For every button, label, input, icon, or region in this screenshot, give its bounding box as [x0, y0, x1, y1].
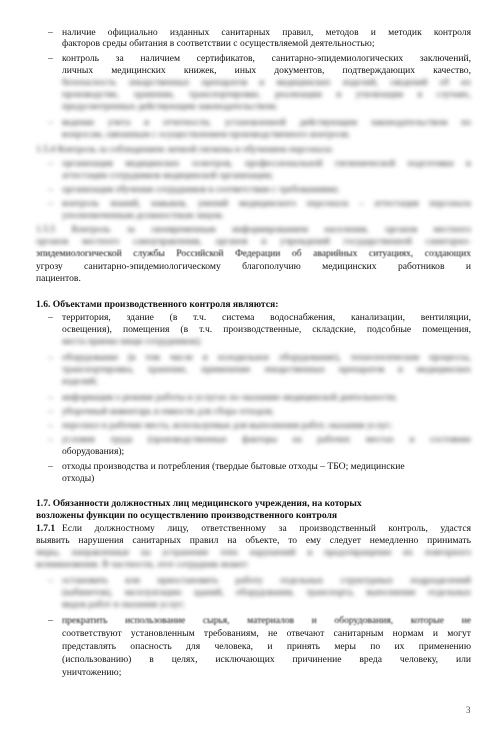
list-item-line: оборудования);	[62, 446, 125, 457]
section-1-5-5-line: пациентов.	[36, 273, 81, 284]
list-item-line: контроль за наличием сертификатов, санитарно-эпидемиологических заключений,	[62, 53, 471, 64]
list-item-line: видов работ и оказания услуг;	[62, 599, 185, 610]
list-item-line: факторов среды обитания в соответствии с осуществляемой деятельностью;	[62, 38, 375, 49]
list-item-line: уборочный инвентарь и емкости для сбора отходов;	[62, 406, 274, 417]
list-item-line: освещения), помещения (в т.ч. производственные, складские, подсобные помещения,	[62, 324, 471, 335]
list-item-line: уничтожению;	[62, 667, 122, 678]
paragraph-line: Если должностному лицу, ответственному за производственный контроль, удастся	[62, 523, 471, 534]
list-item-line: персонал и рабочие места, используемые для выполнения работ, оказания услуг;	[62, 420, 393, 431]
list-bullet: –	[48, 198, 53, 209]
list-bullet: –	[48, 434, 53, 445]
list-item-line: контроль знаний, навыков, умений медицинского персонала – аттестация персонала	[62, 198, 471, 209]
list-item-line: соответствуют установленным требованиям, не отвечают санитарным нормам и могут	[62, 628, 471, 639]
list-item-line: безопасность лекарственных препаратов и медицинских изделий, сведений об их	[62, 77, 471, 88]
section-1-7-1-label: 1.7.1	[36, 523, 56, 534]
list-bullet: –	[48, 575, 53, 586]
list-item-line: территория, здание (в т.ч. система водоснабжения, канализации, вентиляции,	[62, 312, 471, 323]
paragraph-line: меры, направленные на устранение этих нарушений и предотвращение их повторного	[36, 547, 471, 558]
list-item-line: ведение учета и отчетности, установленной действующим законодательством по	[62, 117, 471, 128]
section-1-5-5-line: угрозу санитарно-эпидемиологическому благополучию медицинских работников и	[36, 261, 471, 272]
list-item-line: организация обучения сотрудников в соответствии с требованиями;	[62, 184, 340, 195]
list-item-line: организация медицинских осмотров, профессиональной гигиенической подготовки и	[62, 158, 471, 169]
list-bullet: –	[48, 352, 53, 363]
list-item-line: отходы производства и потребления (твердые бытовые отходы – ТБО; медицинские	[62, 461, 405, 472]
list-bullet: –	[48, 117, 53, 128]
list-item-line: представлять опасность для человека, и принять меры по их применению	[62, 641, 471, 652]
page-number: 3	[466, 705, 471, 715]
list-item-line: условия труда (производственные факторы на рабочих местах и состояние	[62, 434, 471, 445]
section-1-5-5-line: эпидемиологической службы Российской Федерации об аварийных ситуациях, создающих	[36, 248, 471, 259]
list-item-line: аттестации сотрудников медицинской организации;	[62, 170, 274, 181]
list-item-line: (кабинетов), эксплуатацию зданий, оборудования, транспорта, выполнение отдельных	[62, 587, 471, 598]
list-item-line: остановить или приостановить работу отдельных структурных подразделений	[62, 575, 471, 586]
section-1-5-4-heading: 1.5.4 Контроль за соблюдением личной гигиены и обучением персонала:	[36, 144, 334, 155]
list-item-line: отходы)	[62, 473, 95, 484]
list-item-line: наличие официально изданных санитарных правил, методов и методик контроля	[62, 27, 471, 38]
list-bullet: –	[48, 461, 53, 472]
list-item-line: оборудование (в том числе и холодильное оборудование), технологические процессы,	[62, 352, 471, 363]
section-1-7-heading: возложены функции по осуществлению производственного контроля	[36, 510, 338, 521]
section-1-6-heading: 1.6. Объектами производственного контроля являются:	[36, 299, 279, 310]
list-bullet: –	[48, 406, 53, 417]
section-1-7-heading: 1.7. Обязанности должностных лиц медицинского учреждения, на которых	[36, 498, 362, 509]
list-bullet: –	[48, 615, 53, 626]
list-item-line: изделий;	[62, 376, 98, 387]
section-1-5-5-line: органов местного самоуправления, органов и учреждений государственной санитарно-	[36, 236, 471, 247]
paragraph-line: возникновения. В частности, этот сотрудник может:	[36, 559, 250, 570]
list-bullet: –	[48, 27, 53, 38]
list-bullet: –	[48, 158, 53, 169]
list-bullet: –	[48, 184, 53, 195]
list-item-line: личных медицинских книжек, иных документов, подтверждающих качество,	[62, 65, 471, 76]
paragraph-line: выявить нарушения санитарных правил на объекте, то ему следует немедленно принимать	[36, 535, 471, 546]
list-item-line: вопросам, связанным с осуществлением производственного контроля;	[62, 129, 350, 140]
list-item-line: транспортировка, хранение, применение лекарственных препаратов и медицинских	[62, 364, 471, 375]
list-item-line: предусмотренных действующим законодательством;	[62, 101, 278, 112]
list-item-line: информация о режиме работы и услугах по оказанию медицинской деятельности;	[62, 392, 397, 403]
list-bullet: –	[48, 312, 53, 323]
list-bullet: –	[48, 420, 53, 431]
section-1-5-5-line: 1.5.5 Контроль за своевременным информированием населения, органов местного	[36, 224, 471, 235]
list-item-line: места приема пищи сотрудников);	[62, 336, 202, 347]
list-bullet: –	[48, 53, 53, 64]
list-item-line: (использованию) в целях, исключающих причинение вреда человеку, или	[62, 654, 471, 665]
list-bullet: –	[48, 392, 53, 403]
list-item-line: прекратить использование сырья, материалов и оборудования, которые не	[62, 615, 471, 626]
list-item-line: производстве, хранении, транспортировке, реализации и утилизации в случаях,	[62, 89, 471, 100]
list-item-line: уполномоченным должностным лицом.	[62, 210, 224, 221]
